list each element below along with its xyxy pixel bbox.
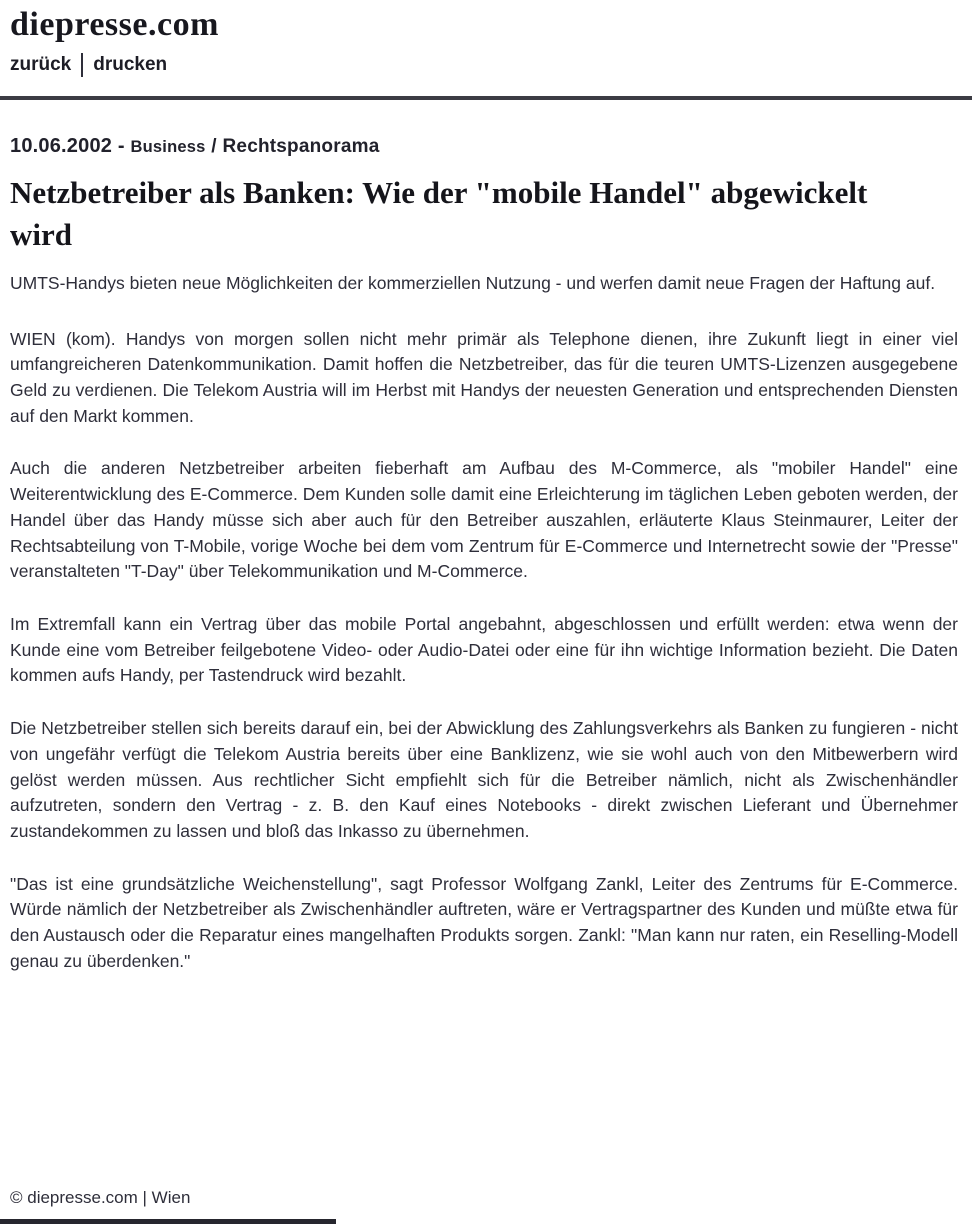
article-paragraph: Im Extremfall kann ein Vertrag über das mobile Portal angebahnt, abgeschlossen und erfüllt werden: etwa wenn der Kunde eine vom Betreiber feilgebotene Video- oder Audio-Datei oder eine für ihn wichtige Information bezieht. Die Daten kommen aufs Handy, per Tastendruck wird bezahlt. (10, 614, 958, 686)
subsection-label: Rechtspanorama (222, 136, 380, 158)
dateline-dash: - (117, 135, 125, 158)
dateline-slash: / (211, 136, 217, 158)
nav-separator (81, 53, 83, 77)
print-nav (10, 53, 958, 77)
print-link[interactable]: drucken (93, 54, 168, 76)
article-lead: UMTS-Handys bieten neue Möglichkeiten der kommerziellen Nutzung - und werfen damit neue Fragen der Haftung auf. (10, 272, 936, 293)
article-headline: Netzbetreiber als Banken: Wie der "mobile Handel" abgewickelt wird (10, 175, 868, 252)
back-link[interactable]: zurück (10, 54, 72, 76)
article-paragraph: Auch die anderen Netzbetreiber arbeiten fieberhaft am Aufbau des M-Commerce, als "mobiler Handel" eine Weiterentwicklung des E-Commerce. Dem Kunden solle damit eine Erleichterung im täglichen Leben geboten werden, der Handel über das Handy müsse sich aber auch für den Betreiber auszahlen, erläuterte Klaus Steinmaurer, Leiter der Rechtsabteilung von T-Mobile, vorige Woche bei dem vom Zentrum für E-Commerce und Internetrecht sowie der "Presse" veranstalteten "T-Day" über Telekommunikation und M-Commerce. (10, 458, 958, 582)
article-date: 10.06.2002 (10, 135, 113, 158)
article-paragraph: "Das ist eine grundsätzliche Weichenstellung", sagt Professor Wolfgang Zankl, Leiter des Zentrums für E-Commerce. Würde nämlich der Netzbetreiber als Zwischenhändler auftreten, wäre er Vertragspartner des Kunden und müßte etwa für den Austausch oder die Reparatur eines mangelhaften Produkts sorgen. Zankl: "Man kann nur raten, ein Reselling-Modell genau zu überdenken." (10, 873, 958, 971)
copyright-line: © diepresse.com | Wien (10, 1188, 191, 1207)
dateline (10, 135, 958, 158)
site-logo: diepresse.com (10, 6, 219, 43)
section-label: Business (130, 138, 206, 157)
article-paragraph: Die Netzbetreiber stellen sich bereits darauf ein, bei der Abwicklung des Zahlungsverkehrs als Banken zu fungieren - nicht von ungefähr verfügt die Telekom Austria bereits über eine Banklizenz, wie sie wohl auch von den Mitbewerbern wird gelöst werden müssen. Aus rechtlicher Sicht empfiehlt sich für die Betreiber nämlich, nicht als Zwischenhändler aufzutreten, sondern den Vertrag - z. B. den Kauf eines Notebooks - direkt zwischen Lieferant und Übernehmer zustandekommen zu lassen und bloß das Inkasso zu übernehmen. (10, 718, 958, 842)
article-body (10, 327, 958, 975)
article-paragraph: WIEN (kom). Handys von morgen sollen nicht mehr primär als Telephone dienen, ihre Zukunft liegt in einer viel umfangreicheren Datenkommunikation. Damit hoffen die Netzbetreiber, das für die teuren UMTS-Lizenzen ausgegebene Geld zu verdienen. Die Telekom Austria will im Herbst mit Handys der neuesten Generation und entsprechenden Diensten auf den Markt kommen. (10, 328, 958, 426)
footer-divider (0, 1219, 336, 1224)
header-divider (0, 96, 972, 100)
